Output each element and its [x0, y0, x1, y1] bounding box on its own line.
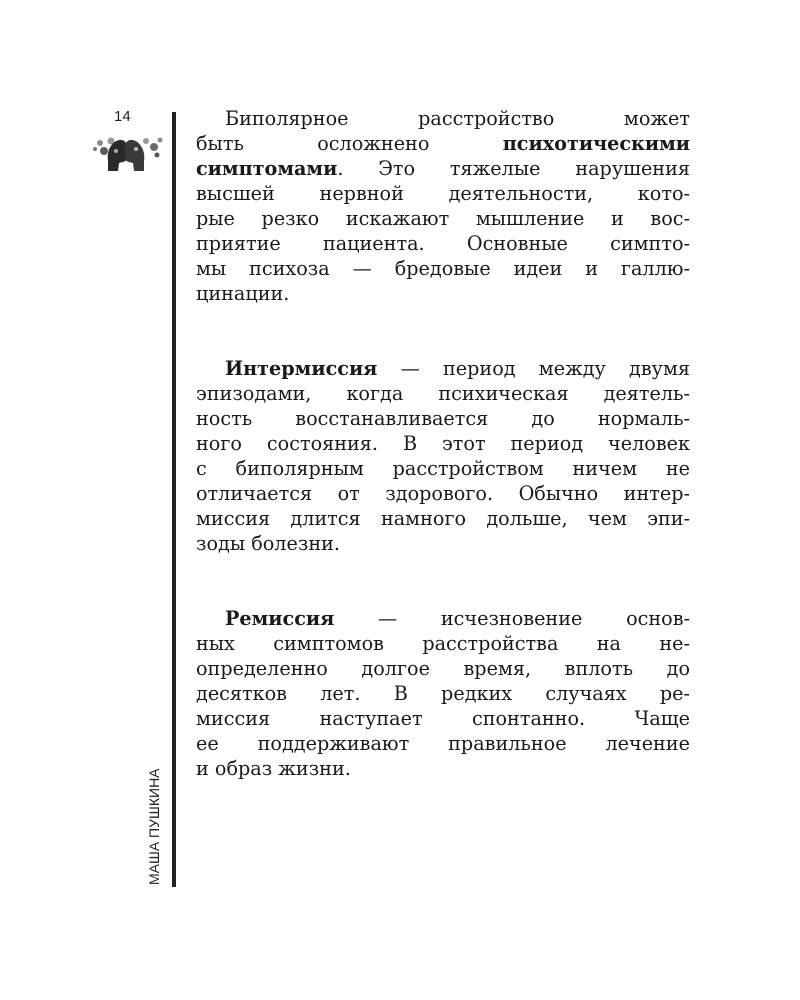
text-line: цинации. [196, 282, 290, 305]
text-run: быть осложнено [196, 132, 503, 155]
text-run: . Это тяжелые нарушения [337, 157, 690, 180]
text-line: рые резко искажают мышление и вос- [196, 207, 690, 230]
text-line [196, 356, 690, 381]
text-line: отличается от здорового. Обычно интер- [196, 482, 690, 505]
text-line: определенно долгое время, вплоть до [196, 657, 690, 680]
bold-term: Ремиссия [225, 607, 335, 630]
text-line: миссия длится намного дольше, чем эпи- [196, 507, 690, 530]
text-line: с биполярным расстройством ничем не [196, 457, 690, 480]
text-line: эпизодами, когда психическая деятель- [196, 382, 690, 405]
text-run: — период между двумя [377, 357, 690, 380]
page-number: 14 [114, 108, 131, 125]
bold-term: психотическими [502, 132, 690, 155]
text-line: ее поддерживают правильное лечение [196, 732, 690, 755]
text-line [196, 606, 690, 631]
bold-term: симптомами [196, 157, 338, 180]
text-line: приятие пациента. Основные симпто- [196, 232, 690, 255]
text-run: — исчезновение основ- [334, 607, 690, 630]
text-line: ность восстанавливается до нормаль- [196, 407, 690, 430]
body-text [196, 106, 690, 781]
two-heads-icon [86, 131, 166, 173]
text-line: Биполярное расстройство может [225, 107, 690, 130]
text-line [196, 156, 690, 181]
bold-term: Интермиссия [225, 357, 378, 380]
text-line: высшей нервной деятельности, кото- [196, 182, 690, 205]
running-author: МАША ПУШКИНА [146, 768, 162, 885]
text-line: ных симптомов расстройства на не- [196, 632, 690, 655]
text-line: десятков лет. В редких случаях ре- [196, 682, 690, 705]
text-line: мы психоза — бредовые идеи и галлю- [196, 257, 690, 280]
text-line: ного состояния. В этот период человек [196, 432, 690, 455]
text-line: миссия наступает спонтанно. Чаще [196, 707, 690, 730]
text-line [196, 131, 690, 156]
text-line: зоды болезни. [196, 532, 340, 555]
vertical-rule [172, 112, 176, 887]
text-line: и образ жизни. [196, 757, 351, 780]
